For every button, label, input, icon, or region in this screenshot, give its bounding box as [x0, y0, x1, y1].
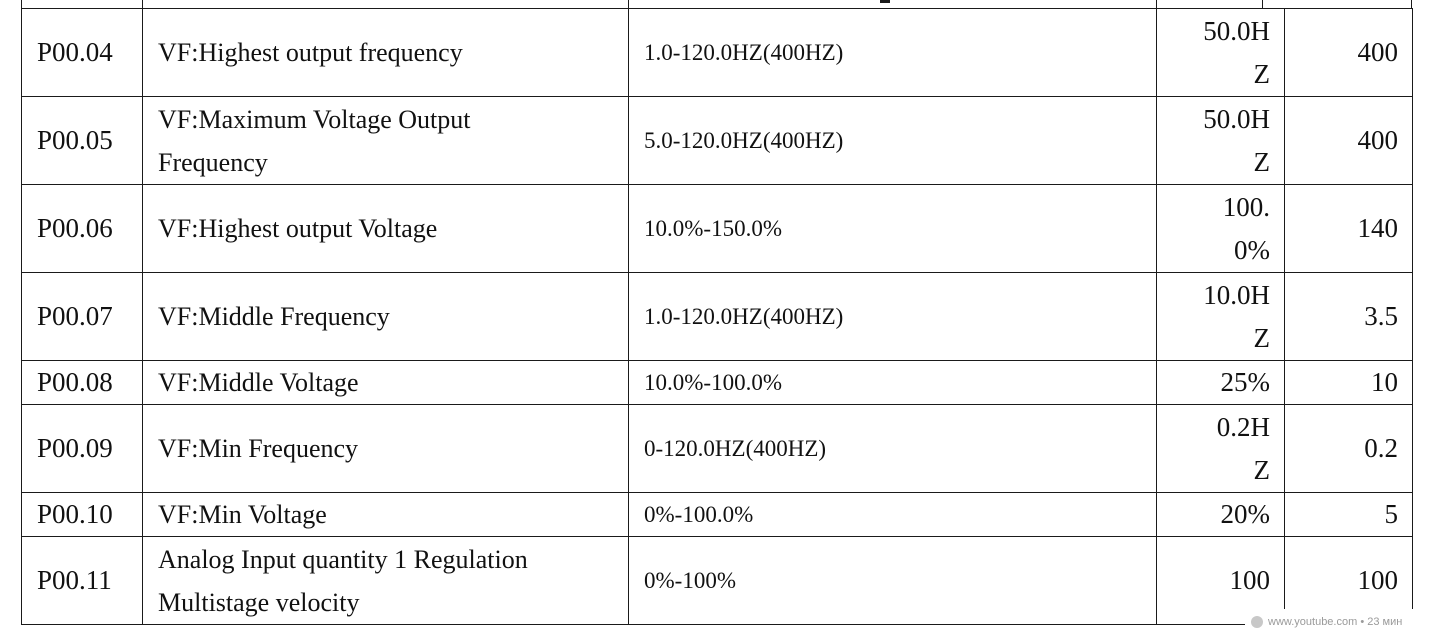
parameter-range: 0%-100%	[629, 537, 1157, 625]
youtube-icon	[1251, 616, 1263, 628]
table-row	[22, 493, 1413, 537]
table-row	[22, 97, 1413, 185]
parameter-name: VF:Highest output Voltage	[143, 185, 629, 273]
parameter-setting: 3.5	[1285, 273, 1413, 361]
table-row	[22, 361, 1413, 405]
table-row	[22, 273, 1413, 361]
parameter-setting: 100	[1285, 537, 1413, 625]
cropped-text-fragment	[880, 0, 890, 3]
parameter-default	[1157, 97, 1285, 185]
parameter-default	[1157, 185, 1285, 273]
parameter-setting: 400	[1285, 9, 1413, 97]
parameter-code: P00.11	[22, 537, 143, 625]
parameter-default: 20%	[1157, 493, 1285, 537]
table-top-border-stub	[142, 0, 143, 8]
parameter-setting: 5	[1285, 493, 1413, 537]
parameter-setting: 400	[1285, 97, 1413, 185]
parameter-name-text: Analog Input quantity 1 Regulation Multistage velocity	[158, 544, 528, 617]
parameter-code: P00.09	[22, 405, 143, 493]
parameter-code: P00.08	[22, 361, 143, 405]
parameter-name: VF:Middle Voltage	[143, 361, 629, 405]
watermark-text: www.youtube.com • 23 мин	[1268, 616, 1403, 628]
parameter-code: P00.06	[22, 185, 143, 273]
parameter-range: 1.0-120.0HZ(400HZ)	[629, 273, 1157, 361]
parameter-range: 0-120.0HZ(400HZ)	[629, 405, 1157, 493]
table-top-border-stub	[1156, 0, 1157, 8]
parameter-default	[1157, 9, 1285, 97]
parameter-setting: 0.2	[1285, 405, 1413, 493]
parameter-name: VF:Min Frequency	[143, 405, 629, 493]
parameter-default: 100	[1157, 537, 1285, 625]
parameter-name	[143, 97, 629, 185]
table-top-border-stub	[21, 0, 22, 8]
default-value: 100.0%	[1222, 191, 1270, 265]
default-value: 0.2HZ	[1216, 411, 1270, 485]
parameter-name: VF:Min Voltage	[143, 493, 629, 537]
source-watermark[interactable]	[1245, 609, 1441, 629]
parameter-name-text: VF:Maximum Voltage Output Frequency	[158, 104, 471, 177]
parameter-code: P00.04	[22, 9, 143, 97]
table-top-border-stub	[1411, 0, 1412, 8]
parameter-default	[1157, 405, 1285, 493]
parameter-setting: 10	[1285, 361, 1413, 405]
parameter-code: P00.07	[22, 273, 143, 361]
table-row	[22, 405, 1413, 493]
parameter-code: P00.05	[22, 97, 143, 185]
parameter-code: P00.10	[22, 493, 143, 537]
parameter-range: 10.0%-100.0%	[629, 361, 1157, 405]
parameter-range: 5.0-120.0HZ(400HZ)	[629, 97, 1157, 185]
parameter-name: VF:Highest output frequency	[143, 9, 629, 97]
table-row	[22, 9, 1413, 97]
table-row	[22, 537, 1413, 625]
default-value: 10.0HZ	[1203, 279, 1270, 353]
parameter-name	[143, 537, 629, 625]
default-value: 50.0HZ	[1203, 15, 1270, 89]
parameter-setting: 140	[1285, 185, 1413, 273]
parameter-name: VF:Middle Frequency	[143, 273, 629, 361]
parameter-range: 1.0-120.0HZ(400HZ)	[629, 9, 1157, 97]
parameter-range: 10.0%-150.0%	[629, 185, 1157, 273]
table-row	[22, 185, 1413, 273]
parameter-range: 0%-100.0%	[629, 493, 1157, 537]
default-value: 50.0HZ	[1203, 103, 1270, 177]
table-top-border-stub	[1262, 0, 1263, 8]
parameter-default	[1157, 273, 1285, 361]
parameter-default: 25%	[1157, 361, 1285, 405]
table-top-border-stub	[628, 0, 629, 8]
parameter-table	[21, 8, 1413, 625]
